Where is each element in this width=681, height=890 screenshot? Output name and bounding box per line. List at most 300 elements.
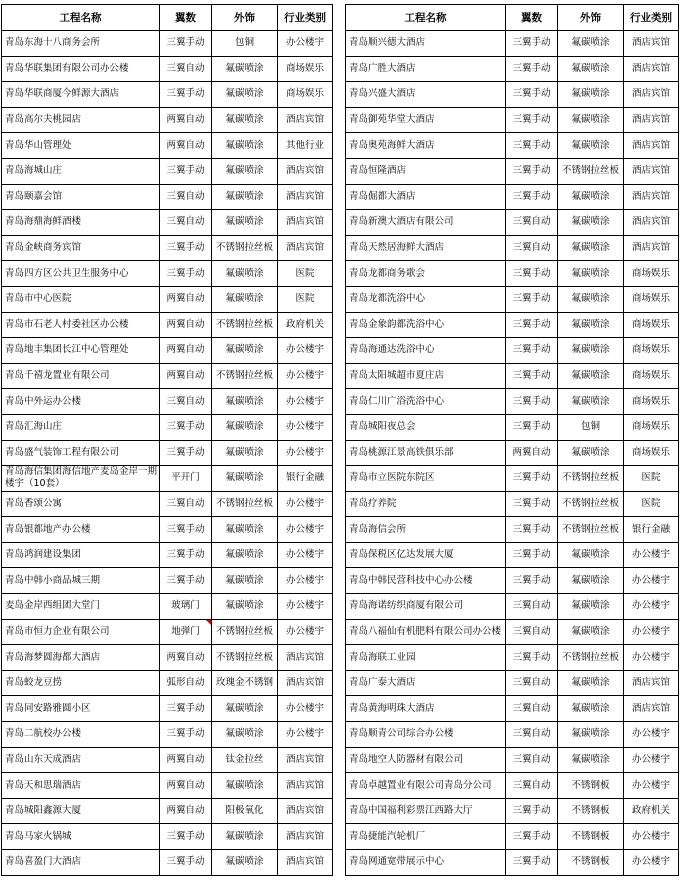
table-row	[2, 414, 333, 440]
exterior-finish-cell: 玫瑰金不锈钢	[212, 670, 278, 696]
wing-count-cell: 三翼自动	[160, 184, 212, 210]
wing-count-cell: 三翼手动	[506, 363, 558, 389]
project-name-cell: 青岛捷能汽轮机厂	[346, 824, 506, 850]
table-row	[346, 747, 679, 773]
wing-count-cell: 三翼手动	[506, 184, 558, 210]
table-row	[2, 107, 333, 133]
project-name-cell: 青岛天和思瑞酒店	[2, 773, 160, 799]
wing-count-cell: 三翼手动	[506, 491, 558, 517]
exterior-finish-cell: 氟碳喷涂	[558, 670, 624, 696]
table-row	[346, 670, 679, 696]
table-row	[2, 235, 333, 261]
wing-count-cell: 三翼手动	[506, 568, 558, 594]
exterior-finish-cell: 不锈钢拉丝板	[558, 491, 624, 517]
wing-count-cell: 三翼手动	[506, 312, 558, 338]
header-exterior-finish: 外饰	[212, 5, 278, 31]
exterior-finish-cell: 氟碳喷涂	[212, 466, 278, 492]
industry-cell: 政府机关	[278, 312, 333, 338]
project-name-cell: 青岛华山管理处	[2, 133, 160, 159]
exterior-finish-cell: 氟碳喷涂	[212, 414, 278, 440]
exterior-finish-cell: 氟碳喷涂	[558, 312, 624, 338]
industry-cell: 办公楼宇	[278, 542, 333, 568]
exterior-finish-cell: 不锈钢板	[558, 798, 624, 824]
table-row	[2, 184, 333, 210]
project-name-cell: 青岛中韩民营科技中心办公楼	[346, 568, 506, 594]
industry-cell: 酒店宾馆	[624, 235, 679, 261]
wing-count-cell: 三翼自动	[506, 670, 558, 696]
table-row	[346, 363, 679, 389]
table-row	[2, 210, 333, 236]
table-row	[346, 210, 679, 236]
table-row	[2, 645, 333, 671]
table-row	[346, 389, 679, 415]
industry-cell: 办公楼宇	[624, 619, 679, 645]
project-name-cell: 青岛汇海山庄	[2, 414, 160, 440]
project-name-cell: 青岛四方区公共卫生服务中心	[2, 261, 160, 287]
industry-cell: 办公楼宇	[278, 440, 333, 466]
project-name-cell: 青岛中韩小商品城三期	[2, 568, 160, 594]
wing-count-cell: 三翼手动	[506, 414, 558, 440]
exterior-finish-cell: 包铜	[558, 414, 624, 440]
industry-cell: 商场娱乐	[624, 312, 679, 338]
wing-count-cell: 三翼自动	[160, 389, 212, 415]
table-row	[346, 107, 679, 133]
wing-count-cell: 两翼自动	[160, 645, 212, 671]
project-name-cell: 青岛金峡商务宾馆	[2, 235, 160, 261]
exterior-finish-cell: 氟碳喷涂	[212, 568, 278, 594]
industry-cell: 办公楼宇	[624, 850, 679, 876]
table-row	[2, 312, 333, 338]
project-name-cell: 青岛中国福利彩票江西路大厅	[346, 798, 506, 824]
project-name-cell: 青岛地丰集团长江中心管理处	[2, 338, 160, 364]
industry-cell: 商场娱乐	[624, 286, 679, 312]
table-row	[2, 31, 333, 57]
wing-count-cell: 三翼手动	[160, 722, 212, 748]
header-exterior-finish: 外饰	[558, 5, 624, 31]
exterior-finish-cell: 氟碳喷涂	[212, 440, 278, 466]
wing-count-cell: 三翼自动	[506, 722, 558, 748]
table-row	[2, 619, 333, 645]
industry-cell: 办公楼宇	[278, 414, 333, 440]
exterior-finish-cell: 氟碳喷涂	[558, 235, 624, 261]
wing-count-cell: 三翼自动	[160, 491, 212, 517]
table-row	[2, 670, 333, 696]
project-name-cell: 青岛倔都大酒店	[346, 184, 506, 210]
project-name-cell: 青岛盛气装饰工程有限公司	[2, 440, 160, 466]
industry-cell: 办公楼宇	[624, 773, 679, 799]
table-row	[346, 286, 679, 312]
exterior-finish-cell: 不锈钢拉丝板	[212, 235, 278, 261]
table-row	[2, 542, 333, 568]
exterior-finish-cell: 氟碳喷涂	[558, 261, 624, 287]
table-row	[2, 158, 333, 184]
industry-cell: 酒店宾馆	[624, 696, 679, 722]
table-row	[2, 286, 333, 312]
exterior-finish-cell: 氟碳喷涂	[558, 594, 624, 620]
industry-cell: 酒店宾馆	[278, 773, 333, 799]
table-row	[346, 312, 679, 338]
exterior-finish-cell: 不锈钢拉丝板	[558, 517, 624, 543]
exterior-finish-cell: 氟碳喷涂	[558, 286, 624, 312]
table-row	[346, 133, 679, 159]
exterior-finish-cell: 氟碳喷涂	[558, 389, 624, 415]
industry-cell: 办公楼宇	[624, 568, 679, 594]
project-name-cell: 青岛东海十八商务会所	[2, 31, 160, 57]
table-row	[346, 773, 679, 799]
exterior-finish-cell: 氟碳喷涂	[212, 773, 278, 799]
wing-count-cell: 三翼手动	[506, 798, 558, 824]
table-row	[346, 338, 679, 364]
industry-cell: 酒店宾馆	[624, 210, 679, 236]
table-row	[346, 568, 679, 594]
wing-count-cell: 三翼自动	[160, 56, 212, 82]
project-name-cell: 青岛海鼎海鲜酒楼	[2, 210, 160, 236]
table-row	[2, 722, 333, 748]
wing-count-cell: 三翼自动	[506, 696, 558, 722]
industry-cell: 商场娱乐	[624, 440, 679, 466]
table-row	[346, 645, 679, 671]
industry-cell: 酒店宾馆	[278, 850, 333, 876]
wing-count-cell: 三翼手动	[160, 82, 212, 108]
industry-cell: 办公楼宇	[278, 363, 333, 389]
header-project-name: 工程名称	[2, 5, 160, 31]
exterior-finish-cell: 氟碳喷涂	[212, 286, 278, 312]
table-row	[2, 338, 333, 364]
industry-cell: 商场娱乐	[278, 82, 333, 108]
wing-count-cell: 三翼手动	[506, 338, 558, 364]
table-row	[346, 696, 679, 722]
industry-cell: 政府机关	[624, 798, 679, 824]
table-row	[2, 824, 333, 850]
industry-cell: 酒店宾馆	[278, 235, 333, 261]
project-name-cell: 青岛蛟龙豆捞	[2, 670, 160, 696]
wing-count-cell: 玻璃门	[160, 594, 212, 620]
wing-count-cell: 三翼手动	[506, 107, 558, 133]
exterior-finish-cell: 氟碳喷涂	[212, 210, 278, 236]
exterior-finish-cell: 氟碳喷涂	[212, 82, 278, 108]
project-name-cell: 青岛市恒力企业有限公司	[2, 619, 160, 645]
industry-cell: 办公楼宇	[278, 619, 333, 645]
project-name-cell: 青岛二航校办公楼	[2, 722, 160, 748]
wing-count-cell: 三翼手动	[506, 850, 558, 876]
wing-count-cell: 三翼手动	[160, 440, 212, 466]
exterior-finish-cell: 不锈钢拉丝板	[212, 619, 278, 645]
wing-count-cell: 两翼自动	[160, 312, 212, 338]
wing-count-cell: 三翼手动	[160, 517, 212, 543]
project-name-cell: 青岛千禧龙置业有限公司	[2, 363, 160, 389]
exterior-finish-cell: 氟碳喷涂	[558, 184, 624, 210]
project-name-cell: 青岛海通达洗浴中心	[346, 338, 506, 364]
exterior-finish-cell: 氟碳喷涂	[558, 696, 624, 722]
exterior-finish-cell: 不锈钢拉丝板	[212, 491, 278, 517]
table-row	[346, 517, 679, 543]
exterior-finish-cell: 氟碳喷涂	[212, 261, 278, 287]
wing-count-cell: 三翼手动	[506, 261, 558, 287]
wing-count-cell: 两翼自动	[160, 773, 212, 799]
table-row	[2, 568, 333, 594]
wing-count-cell: 三翼手动	[160, 31, 212, 57]
industry-cell: 办公楼宇	[624, 594, 679, 620]
header-wing-count: 翼数	[506, 5, 558, 31]
project-name-cell: 青岛桃源江景高铁俱乐部	[346, 440, 506, 466]
project-name-cell: 青岛保税区亿达发展大厦	[346, 542, 506, 568]
industry-cell: 医院	[624, 491, 679, 517]
project-name-cell: 青岛城阳鑫源大厦	[2, 798, 160, 824]
project-name-cell: 麦岛金岸西组团大堂门	[2, 594, 160, 620]
exterior-finish-cell: 不锈钢拉丝板	[212, 363, 278, 389]
industry-cell: 酒店宾馆	[624, 133, 679, 159]
wing-count-cell: 三翼手动	[506, 542, 558, 568]
project-name-cell: 青岛广泰大酒店	[346, 670, 506, 696]
project-name-cell: 青岛顺兴德大酒店	[346, 31, 506, 57]
exterior-finish-cell: 氟碳喷涂	[212, 338, 278, 364]
industry-cell: 办公楼宇	[278, 594, 333, 620]
wing-count-cell: 三翼手动	[160, 235, 212, 261]
exterior-finish-cell: 氟碳喷涂	[558, 747, 624, 773]
header-project-name: 工程名称	[346, 5, 506, 31]
project-name-cell: 青岛兴盛大酒店	[346, 82, 506, 108]
exterior-finish-cell: 氟碳喷涂	[558, 619, 624, 645]
project-name-cell: 青岛城阳夜总会	[346, 414, 506, 440]
industry-cell: 商场娱乐	[624, 414, 679, 440]
project-name-cell: 青岛同安路雅圆小区	[2, 696, 160, 722]
project-name-cell: 青岛太阳城超市夏庄店	[346, 363, 506, 389]
table-row	[346, 158, 679, 184]
industry-cell: 酒店宾馆	[278, 107, 333, 133]
table-row	[346, 184, 679, 210]
industry-cell: 酒店宾馆	[624, 107, 679, 133]
exterior-finish-cell: 不锈钢板	[558, 773, 624, 799]
industry-cell: 酒店宾馆	[278, 645, 333, 671]
exterior-finish-cell: 氟碳喷涂	[558, 568, 624, 594]
wing-count-cell: 三翼自动	[506, 747, 558, 773]
wing-count-cell: 三翼手动	[160, 696, 212, 722]
exterior-finish-cell: 氟碳喷涂	[558, 107, 624, 133]
project-name-cell: 青岛马家火锅城	[2, 824, 160, 850]
table-row	[2, 133, 333, 159]
project-name-cell: 青岛银都地产办公楼	[2, 517, 160, 543]
project-name-cell: 青岛网通宽带展示中心	[346, 850, 506, 876]
table-row	[2, 850, 333, 876]
table-row	[2, 491, 333, 517]
industry-cell: 酒店宾馆	[278, 824, 333, 850]
exterior-finish-cell: 不锈钢拉丝板	[558, 645, 624, 671]
wing-count-cell: 三翼手动	[506, 158, 558, 184]
industry-cell: 医院	[624, 466, 679, 492]
wing-count-cell: 三翼自动	[506, 235, 558, 261]
exterior-finish-cell: 氟碳喷涂	[558, 56, 624, 82]
industry-cell: 酒店宾馆	[624, 184, 679, 210]
exterior-finish-cell: 不锈钢拉丝板	[212, 645, 278, 671]
project-name-cell: 青岛金象韵都洗浴中心	[346, 312, 506, 338]
header-row	[2, 5, 333, 31]
table-row	[346, 82, 679, 108]
exterior-finish-cell: 不锈钢板	[558, 824, 624, 850]
exterior-finish-cell: 氟碳喷涂	[558, 440, 624, 466]
wing-count-cell: 两翼自动	[506, 440, 558, 466]
wing-count-cell: 三翼手动	[506, 133, 558, 159]
project-name-cell: 青岛广胜大酒店	[346, 56, 506, 82]
exterior-finish-cell: 氟碳喷涂	[212, 696, 278, 722]
industry-cell: 办公楼宇	[278, 491, 333, 517]
table-row	[2, 466, 333, 492]
wing-count-cell: 两翼自动	[160, 338, 212, 364]
exterior-finish-cell: 不锈钢板	[558, 850, 624, 876]
exterior-finish-cell: 不锈钢拉丝板	[558, 158, 624, 184]
wing-count-cell: 三翼自动	[506, 773, 558, 799]
industry-cell: 商场娱乐	[278, 56, 333, 82]
wing-count-cell: 三翼手动	[506, 31, 558, 57]
exterior-finish-cell: 氟碳喷涂	[212, 517, 278, 543]
wing-count-cell: 三翼手动	[506, 645, 558, 671]
industry-cell: 其他行业	[278, 133, 333, 159]
project-name-cell: 青岛海信会所	[346, 517, 506, 543]
project-name-cell: 青岛疗养院	[346, 491, 506, 517]
exterior-finish-cell: 氟碳喷涂	[558, 31, 624, 57]
exterior-finish-cell: 氟碳喷涂	[558, 82, 624, 108]
project-name-cell: 青岛华联商厦今鲜源大酒店	[2, 82, 160, 108]
project-name-cell: 青岛海信集团海信地产麦岛金岸一期楼宇（10套）	[2, 466, 160, 492]
table-row	[346, 824, 679, 850]
industry-cell: 酒店宾馆	[278, 158, 333, 184]
wing-count-cell: 两翼自动	[160, 133, 212, 159]
project-name-cell: 青岛喜盈门大酒店	[2, 850, 160, 876]
wing-count-cell: 三翼手动	[506, 82, 558, 108]
project-name-cell: 青岛海联工业园	[346, 645, 506, 671]
wing-count-cell: 两翼自动	[160, 107, 212, 133]
table-row	[2, 798, 333, 824]
table-row	[346, 414, 679, 440]
industry-cell: 酒店宾馆	[624, 56, 679, 82]
table-row	[2, 594, 333, 620]
industry-cell: 酒店宾馆	[624, 158, 679, 184]
wing-count-cell: 三翼手动	[506, 517, 558, 543]
wing-count-cell: 两翼自动	[160, 747, 212, 773]
wing-count-cell: 三翼手动	[506, 466, 558, 492]
industry-cell: 办公楼宇	[278, 338, 333, 364]
exterior-finish-cell: 氟碳喷涂	[212, 542, 278, 568]
header-industry: 行业类别	[278, 5, 333, 31]
wing-count-cell: 弧形自动	[160, 670, 212, 696]
project-name-cell: 青岛龙都洗浴中心	[346, 286, 506, 312]
exterior-finish-cell: 氟碳喷涂	[212, 56, 278, 82]
exterior-finish-cell: 氟碳喷涂	[212, 722, 278, 748]
industry-cell: 办公楼宇	[278, 389, 333, 415]
industry-cell: 银行金融	[278, 466, 333, 492]
industry-cell: 银行金融	[624, 517, 679, 543]
industry-cell: 商场娱乐	[624, 363, 679, 389]
industry-cell: 医院	[278, 261, 333, 287]
industry-cell: 办公楼宇	[624, 645, 679, 671]
exterior-finish-cell: 氟碳喷涂	[558, 722, 624, 748]
industry-cell: 办公楼宇	[278, 31, 333, 57]
industry-cell: 酒店宾馆	[278, 210, 333, 236]
project-name-cell: 青岛华联集团有限公司办公楼	[2, 56, 160, 82]
project-name-cell: 青岛海梦圆海都大酒店	[2, 645, 160, 671]
wing-count-cell: 三翼手动	[506, 824, 558, 850]
project-name-cell: 青岛奥苑海鲜大酒店	[346, 133, 506, 159]
table-row	[346, 440, 679, 466]
wing-count-cell: 三翼手动	[160, 414, 212, 440]
table-row	[346, 542, 679, 568]
industry-cell: 办公楼宇	[278, 722, 333, 748]
table-row	[346, 798, 679, 824]
exterior-finish-cell: 不锈钢拉丝板	[212, 312, 278, 338]
project-name-cell: 青岛顺青公司综合办公楼	[346, 722, 506, 748]
wing-count-cell: 两翼自动	[160, 363, 212, 389]
exterior-finish-cell: 氟碳喷涂	[558, 363, 624, 389]
project-name-cell: 青岛鸿润建设集团	[2, 542, 160, 568]
table-row	[346, 619, 679, 645]
industry-cell: 酒店宾馆	[278, 184, 333, 210]
project-name-cell: 青岛龙都商务歌会	[346, 261, 506, 287]
industry-cell: 医院	[278, 286, 333, 312]
project-name-cell: 青岛海城山庄	[2, 158, 160, 184]
wing-count-cell: 三翼手动	[160, 261, 212, 287]
project-name-cell: 青岛市立医院东院区	[346, 466, 506, 492]
project-name-cell: 青岛市石老人村委社区办公楼	[2, 312, 160, 338]
exterior-finish-cell: 氟碳喷涂	[558, 210, 624, 236]
project-name-cell: 青岛仁川广浴洗浴中心	[346, 389, 506, 415]
industry-cell: 办公楼宇	[624, 722, 679, 748]
industry-cell: 酒店宾馆	[278, 798, 333, 824]
project-name-cell: 青岛恒隆酒店	[346, 158, 506, 184]
wing-count-cell: 平开门	[160, 466, 212, 492]
header-industry: 行业类别	[624, 5, 679, 31]
wing-count-cell: 三翼手动	[506, 286, 558, 312]
wing-count-cell: 两翼自动	[160, 798, 212, 824]
exterior-finish-cell: 氟碳喷涂	[558, 542, 624, 568]
industry-cell: 酒店宾馆	[624, 31, 679, 57]
wing-count-cell: 三翼自动	[506, 619, 558, 645]
exterior-finish-cell: 氟碳喷涂	[212, 824, 278, 850]
table-row	[346, 850, 679, 876]
table-row	[2, 56, 333, 82]
wing-count-cell: 三翼手动	[160, 568, 212, 594]
exterior-finish-cell: 氟碳喷涂	[558, 338, 624, 364]
industry-cell: 商场娱乐	[624, 338, 679, 364]
exterior-finish-cell: 包铜	[212, 31, 278, 57]
industry-cell: 办公楼宇	[624, 824, 679, 850]
industry-cell: 办公楼宇	[624, 747, 679, 773]
industry-cell: 商场娱乐	[624, 261, 679, 287]
table-row	[346, 56, 679, 82]
project-name-cell: 青岛御苑华堂大酒店	[346, 107, 506, 133]
project-table-left	[1, 4, 333, 876]
table-row	[346, 491, 679, 517]
exterior-finish-cell: 氟碳喷涂	[558, 133, 624, 159]
exterior-finish-cell: 阳极氧化	[212, 798, 278, 824]
industry-cell: 酒店宾馆	[624, 670, 679, 696]
table-row	[2, 773, 333, 799]
table-row	[2, 389, 333, 415]
wing-count-cell: 三翼手动	[506, 389, 558, 415]
table-row	[346, 261, 679, 287]
project-name-cell: 青岛天然居海鲜大酒店	[346, 235, 506, 261]
table-row	[346, 594, 679, 620]
industry-cell: 酒店宾馆	[278, 747, 333, 773]
project-name-cell: 青岛海诺纺织商厦有限公司	[346, 594, 506, 620]
table-row	[346, 722, 679, 748]
exterior-finish-cell: 氟碳喷涂	[212, 158, 278, 184]
project-name-cell: 青岛新澳大酒店有限公司	[346, 210, 506, 236]
wing-count-cell: 三翼手动	[160, 824, 212, 850]
table-row	[2, 747, 333, 773]
exterior-finish-cell: 氟碳喷涂	[212, 594, 278, 620]
wing-count-cell: 两翼自动	[160, 286, 212, 312]
table-row	[2, 82, 333, 108]
project-name-cell: 青岛香颂公寓	[2, 491, 160, 517]
